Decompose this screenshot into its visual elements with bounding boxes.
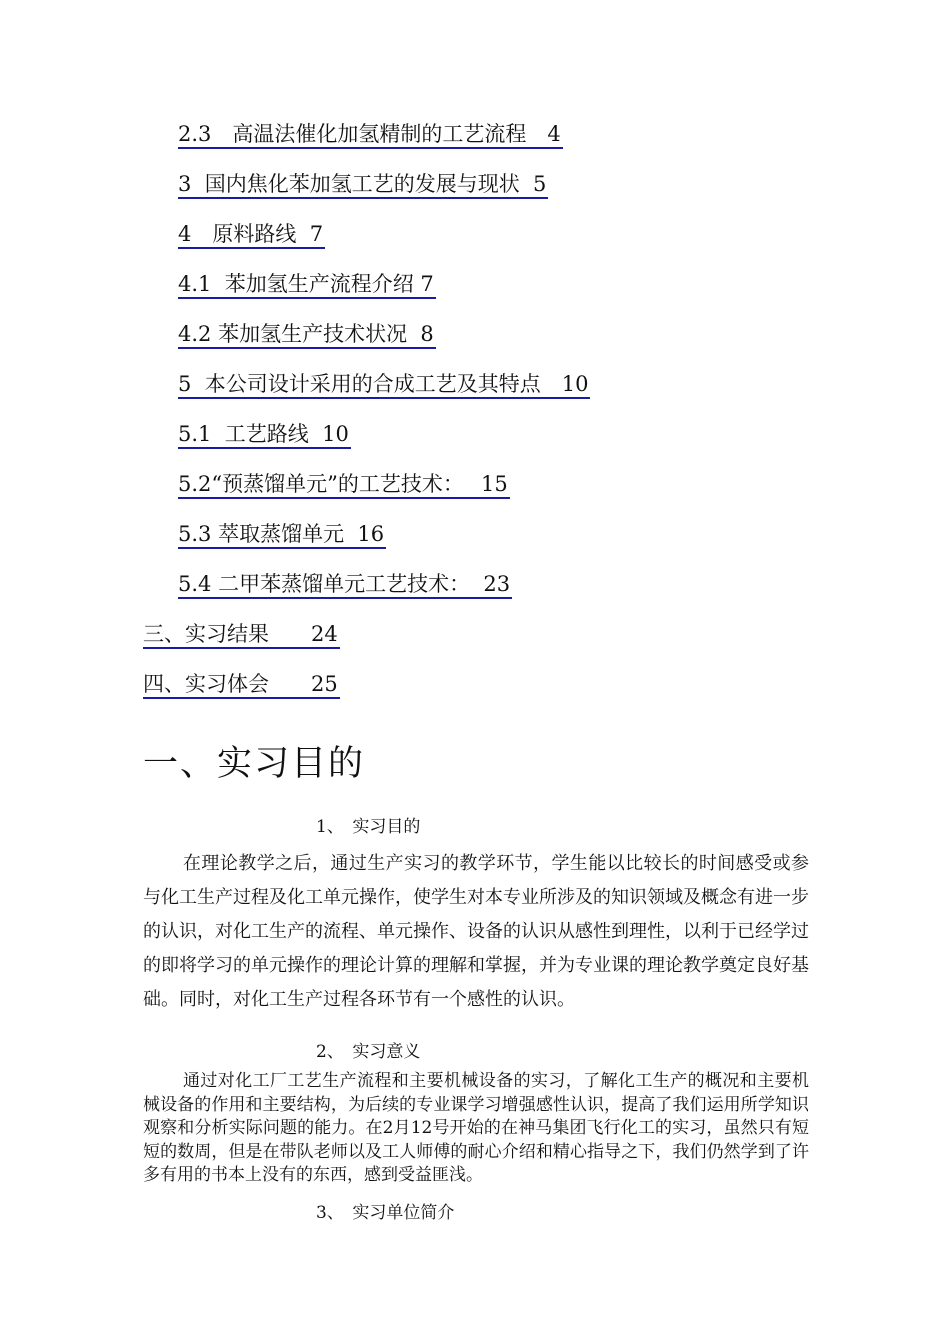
toc-entry-5-2[interactable]: 5.2“预蒸馏单元”的工艺技术： 15 [178, 471, 510, 499]
paragraph-significance: 通过对化工厂工艺生产流程和主要机械设备的实习，了解化工生产的概况和主要机械设备的作用和主要结构，为后续的专业课学习增强感性认识，提高了我们运用所学知识观察和分析实际问题的能力。在2月12号开始的在神马集团飞行化工的实习，虽然只有短短的数周，但是在带队老师以及工人师傅的耐心介绍和精心指导之下，我们仍然学到了许多有用的书本上没有的东西，感到受益匪浅。 [143, 1071, 809, 1185]
toc-entry-3[interactable]: 3 国内焦化苯加氢工艺的发展与现状 5 [178, 171, 548, 199]
paragraph-purpose: 在理论教学之后，通过生产实习的教学环节，学生能以比较长的时间感受或参与化工生产过程及化工单元操作，使学生对本专业所涉及的知识领域及概念有进一步的认识，对化工生产的流程、单元操作、设备的认识从感性到理性，以利于已经学过的即将学习的单元操作的理论计算的理解和掌握，并为专业课的理论教学奠定良好基础。同时，对化工生产过程各环节有一个感性的认识。 [143, 853, 809, 1010]
toc-entry-4-1[interactable]: 4.1 苯加氢生产流程介绍 7 [178, 271, 436, 299]
section-heading: 一、实习目的 [143, 744, 366, 784]
toc-entry-4[interactable]: 4 原料路线 7 [178, 221, 325, 249]
toc-entry-5-4[interactable]: 5.4 二甲苯蒸馏单元工艺技术： 23 [178, 571, 512, 599]
subheading-significance: 2、 实习意义 [316, 1042, 421, 1062]
toc-entry-5-3[interactable]: 5.3 萃取蒸馏单元 16 [178, 521, 386, 549]
toc-entry-4-2[interactable]: 4.2 苯加氢生产技术状况 8 [178, 321, 436, 349]
toc-entry-2-3[interactable]: 2.3 高温法催化加氢精制的工艺流程 4 [178, 121, 563, 149]
toc-entry-5-1[interactable]: 5.1 工艺路线 10 [178, 421, 351, 449]
toc-entry-experience[interactable]: 四、实习体会 25 [143, 671, 340, 699]
subheading-company-intro: 3、 实习单位简介 [316, 1203, 455, 1223]
toc-entry-5[interactable]: 5 本公司设计采用的合成工艺及其特点 10 [178, 371, 590, 399]
subheading-purpose: 1、 实习目的 [316, 817, 421, 837]
toc-entry-results[interactable]: 三、实习结果 24 [143, 621, 340, 649]
